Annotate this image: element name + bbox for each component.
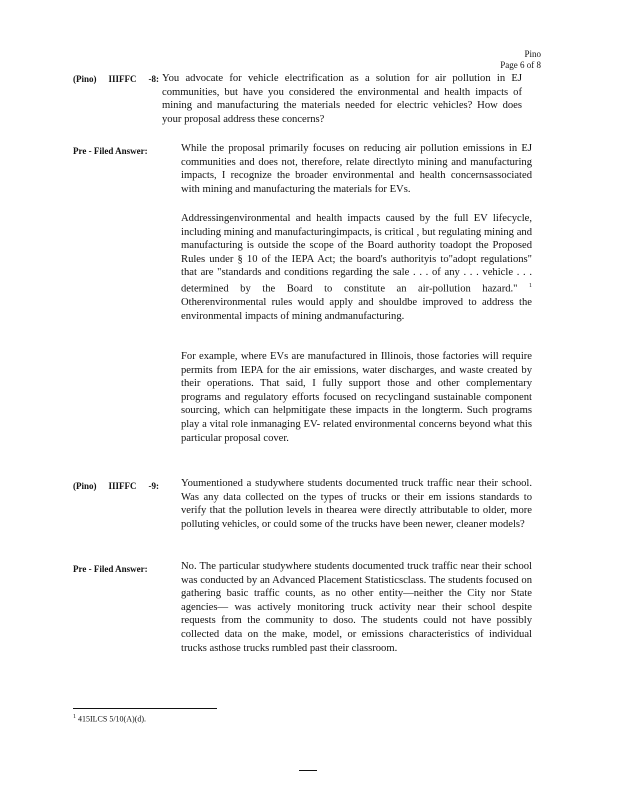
footnote-text: 415ILCS 5/10(A)(d). <box>78 714 146 724</box>
footnote-number: 1 <box>73 714 76 720</box>
question-9-text: Youmentioned a studywhere students documented truck traffic near their school. Was any data collected on the types of trucks or their em issions standards to verify that the pollution levels in thearea were directly attributable to older, more polluting vehicles, or could some of the trucks have been newer, cleaner models? <box>181 478 532 530</box>
answer-9-tag: Pre - Filed Answer: <box>73 564 148 574</box>
q9-tag-name: (Pino) <box>73 481 97 491</box>
question-8-text <box>162 72 522 126</box>
answer-8-p1: While the proposal primarily focuses on reducing air pollution emissions in EJ communities and does not, therefore, relate directlyto mining and manufacturing impacts, I recognize the broader environmental and health concernsassociated with mining and manufacturing the materials for EVs. <box>181 143 532 195</box>
q8-tag-num: -8: <box>148 74 160 84</box>
q8-tag-name: (Pino) <box>73 74 97 84</box>
answer-8-p3: For example, where EVs are manufactured in Illinois, those factories will require permits from IEPA for the air emissions, water discharges, and waste created by their operations. That said, I fully support those and other complementary programs and regulatory efforts focused on recyclingand sustainable component sourcing, which can helpmitigate these impacts in the longterm. Such programs play a vital role inmanaging EV- related environmental concerns beyond what this particular proposal cover. <box>181 351 532 444</box>
q9-tag-org: IIIFFC <box>108 481 137 491</box>
page-number: Page 6 of 8 <box>500 60 541 70</box>
question-9-tag <box>73 481 159 491</box>
footnote-divider <box>73 708 217 709</box>
footnote-ref: 1 <box>529 282 533 289</box>
q9-tag-num: -9: <box>148 481 160 491</box>
answer-8-p2a: Addressingenvironmental and health impacts caused by the full EV lifecycle, including mining and manufacturingimpacts, is critical , but regulating mining and manufacturing is outside the scope of the Board authority toadopt the Proposed Rules under § 10 of the IEPA Act; the board's authorityis to"adopt regulations" that are "standards and conditions regarding the sale . . . of any . . . vehicle . . . determined by the Board to constitute an air-pollution hazard." <box>181 213 532 295</box>
answer-8-p2b: Otherenvironmental rules would apply and shouldbe improved to address the environmental impacts of mining andmanufacturing. <box>181 297 532 322</box>
answer-9-p1: No. The particular studywhere students documented truck traffic near their school was conducted by an Advanced Placement Statisticsclass. The students focused on gathering basic traffic counts, as no other entity—neither the City nor State agencies— was actively monitoring truck activity near their school despite requests from the community to doso. The students could not have possibly collected data on the make, model, or emissions characteristics of individual trucks asthose trucks rumbled past their classroom. <box>181 561 532 654</box>
question-8-tag <box>73 74 159 84</box>
header-name: Pino <box>524 49 541 59</box>
page-bottom-line <box>299 770 317 771</box>
footnote <box>73 714 146 724</box>
q8-tag-org: IIIFFC <box>108 74 137 84</box>
answer-8-tag: Pre - Filed Answer: <box>73 146 148 156</box>
answer-8-p2 <box>181 212 532 323</box>
q8-text: You advocate for vehicle electrification as a solution for air pollution in EJ communities, but have you considered the environmental and health impacts of mining and manufacturing the materials needed for electric vehicles? How does your proposal address these concerns? <box>162 73 522 125</box>
